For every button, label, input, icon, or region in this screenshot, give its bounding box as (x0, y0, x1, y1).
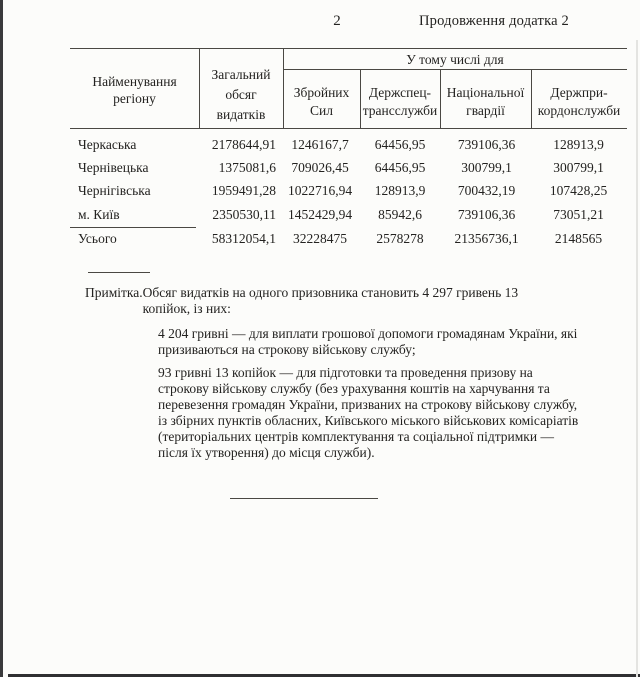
note-first-paragraph (85, 285, 600, 317)
cell-total: 2350530,11 (212, 207, 276, 222)
header-region (70, 73, 199, 107)
header-line: обсяг (225, 87, 257, 102)
cell-special-transport: 2578278 (376, 231, 424, 246)
kyiv-row-underline (70, 227, 196, 228)
header-armed-forces (283, 84, 360, 120)
header-group: У тому числі для (406, 52, 504, 67)
cell-region: Чернігівська (78, 183, 151, 198)
header-border-service (531, 84, 627, 120)
cell-armed-forces: 32228475 (293, 231, 347, 246)
cell-border-service: 2148565 (554, 231, 603, 246)
cell-total: 1375081,6 (218, 160, 276, 175)
cell-region: Чернівецька (78, 160, 149, 175)
header-line: Найменування (92, 74, 177, 89)
cell-special-transport: 128913,9 (374, 183, 426, 198)
table-top-rule (70, 48, 627, 49)
header-line: видатків (216, 107, 266, 122)
cell-border-service: 107428,25 (549, 183, 608, 198)
header-line: гвардії (466, 103, 505, 118)
cell-national-guard: 300799,1 (461, 160, 512, 175)
header-line: Держспец- (368, 85, 432, 100)
note-intro-text: Обсяг видатків на одного призовника становить 4 297 гривень 13 копійок, із них: (142, 285, 519, 316)
cell-armed-forces: 709026,45 (291, 160, 349, 175)
page-left-edge (0, 0, 3, 677)
cell-national-guard: 739106,36 (457, 207, 516, 222)
note-item-2: 93 гривні 13 копійок — для підготовки та проведення призову на строкову військову службу (без урахування коштів на харчування та перевезення громадян України, призваних на строкову військову службу, із збірних пунктів обласних, Київського міського військових комісаріатів (територіальних центрів комплектування та соціальної підтримки — після їх утворення) до місця служби). (158, 365, 579, 460)
header-line: Держпри- (550, 85, 608, 100)
closing-rule (230, 498, 378, 499)
cell-region: Черкаська (78, 137, 137, 152)
continuation-title: Продовження додатка 2 (419, 13, 570, 29)
table-row (70, 207, 627, 223)
cell-armed-forces: 1452429,94 (287, 207, 353, 222)
cell-special-transport: 64456,95 (374, 160, 426, 175)
note-item-1: 4 204 гривні — для виплати грошової допомоги громадянам України, які призиваються на строкову військову службу; (158, 326, 578, 357)
header-national-guard (440, 84, 531, 120)
table-row (70, 160, 627, 176)
header-line: Загальний (211, 67, 271, 82)
header-total (199, 65, 283, 125)
header-line: кордонслужби (537, 103, 621, 118)
cell-special-transport: 64456,95 (374, 137, 426, 152)
note-block (85, 285, 600, 461)
cell-national-guard: 739106,36 (457, 137, 516, 152)
page-right-edge (636, 40, 638, 677)
cell-region: м. Київ (78, 207, 120, 222)
table-row (70, 137, 627, 153)
group-header-rule (283, 69, 627, 70)
note-separator-rule (88, 272, 150, 273)
cell-total: 58312054,1 (211, 231, 276, 246)
cell-armed-forces: 1022716,94 (287, 183, 353, 198)
note-label: Примітка. (85, 285, 143, 300)
cell-national-guard: 21356736,1 (454, 231, 519, 246)
cell-border-service: 300799,1 (553, 160, 604, 175)
table-header-bottom-rule (70, 128, 627, 129)
cell-region: Усього (78, 231, 117, 246)
table-row-total (70, 231, 627, 247)
page-number: 2 (333, 13, 341, 29)
cell-special-transport: 85942,6 (378, 207, 422, 222)
cell-total: 2178644,91 (211, 137, 276, 152)
cell-border-service: 73051,21 (553, 207, 604, 222)
cell-total: 1959491,28 (211, 183, 276, 198)
header-line: Сил (310, 103, 333, 118)
cell-border-service: 128913,9 (553, 137, 604, 152)
table-row (70, 183, 627, 199)
header-line: трансслужби (362, 103, 438, 118)
cell-national-guard: 700432,19 (457, 183, 516, 198)
header-line: Збройних (293, 85, 350, 100)
cell-armed-forces: 1246167,7 (291, 137, 349, 152)
header-line: Національної (446, 85, 525, 100)
header-line: регіону (113, 91, 156, 106)
header-special-transport (360, 84, 440, 120)
